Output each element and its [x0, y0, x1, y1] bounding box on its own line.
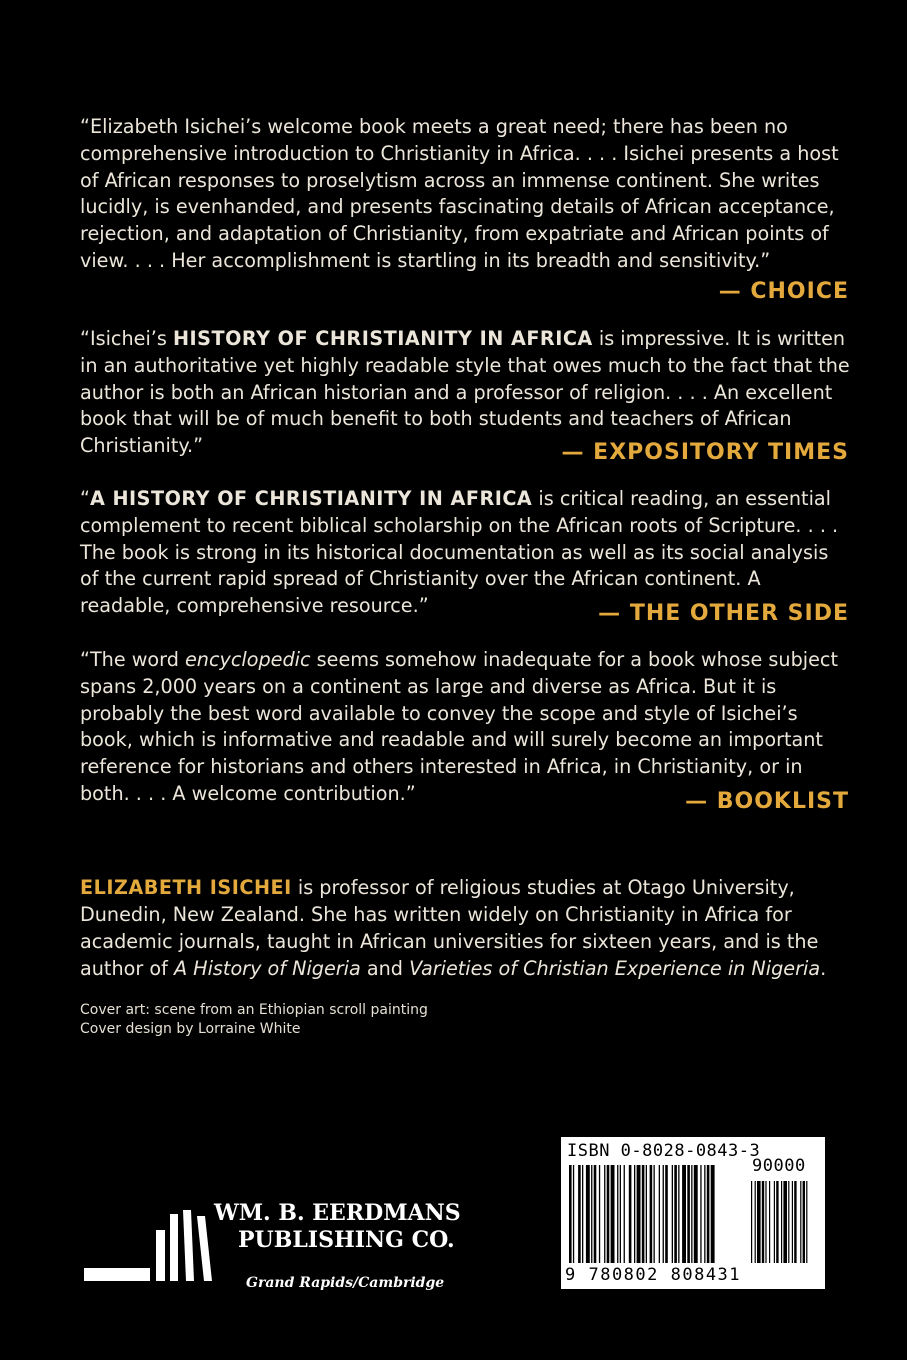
review-choice-text: “Elizabeth Isichei’s welcome book meets a great need; there has been no comprehensive introduction to Christianity in Africa. . . . Isichei presents a host of African responses to proselytism across an immense continent. She writes lucidly, is evenhanded, and presents fascinating details of African acceptance, rejection, and adaptation of Christianity, from expatriate and African points of view. . . . Her accomplishment is startling in its breadth and sensitivity.” [80, 115, 839, 272]
cover-credits [80, 1001, 428, 1039]
cover-design-credit: Cover design by Lorraine White [80, 1021, 301, 1037]
publisher-name-line1: WM. B. EERDMANS [214, 1200, 461, 1226]
review-choice-source: — CHOICE [718, 279, 849, 304]
price-code: 90000 [752, 1156, 806, 1176]
book-title-emphasis: HISTORY OF CHRISTIANITY IN AFRICA [172, 327, 593, 350]
publisher-location: Grand Rapids/Cambridge [246, 1275, 445, 1291]
book-title-emphasis: A HISTORY OF CHRISTIANITY IN AFRICA [89, 487, 533, 510]
barcode-bars-icon [569, 1165, 819, 1263]
cover-art-credit: Cover art: scene from an Ethiopian scroll painting [80, 1002, 428, 1018]
publisher-logo-icon [84, 1210, 216, 1290]
review-other-side-text: “A HISTORY OF CHRISTIANITY IN AFRICA is critical reading, an essential complement to recent biblical scholarship on the African roots of Scripture. . . . The book is strong in its historical documentation as well as its social analysis of the current rapid spread of Christianity over the African continent. A readable, comprehensive resource.” [80, 487, 839, 618]
review-booklist-text: “The word encyclopedic seems somehow inadequate for a book whose subject spans 2,000 years on a continent as large and diverse as Africa. But it is probably the best word available to convey the scope and style of Isichei’s book, which is informative and readable and will surely become an important reference for historians and others interested in Africa, in Christianity, or in both. . . . A welcome contribution.” [80, 648, 838, 805]
isbn-barcode [561, 1137, 825, 1289]
publisher-name-line2: PUBLISHING CO. [238, 1227, 455, 1253]
review-booklist-source: — BOOKLIST [685, 789, 849, 814]
review-other-side-source: — THE OTHER SIDE [598, 601, 849, 626]
ean-number: 9 780802 808431 [565, 1265, 742, 1285]
review-expository-times-source: — EXPOSITORY TIMES [561, 440, 849, 465]
author-bio: ELIZABETH ISICHEI is professor of religious studies at Otago University, Dunedin, New Zealand. She has written widely on Christianity in Africa for academic journals, taught in African universities for sixteen years, and is the author of A History of Nigeria and Varieties of Christian Experience in Nigeria. [80, 876, 827, 980]
isbn-number: ISBN 0-8028-0843-3 [567, 1141, 761, 1161]
review-expository-times-text: “Isichei’s HISTORY OF CHRISTIANITY IN AFRICA is impressive. It is written in an authoritative yet highly readable style that owes much to the fact that the author is both an African historian and a professor of religion. . . . An excellent book that will be of much benefit to both students and teachers of African Christianity.” [80, 327, 850, 458]
author-name: ELIZABETH ISICHEI [80, 876, 292, 899]
